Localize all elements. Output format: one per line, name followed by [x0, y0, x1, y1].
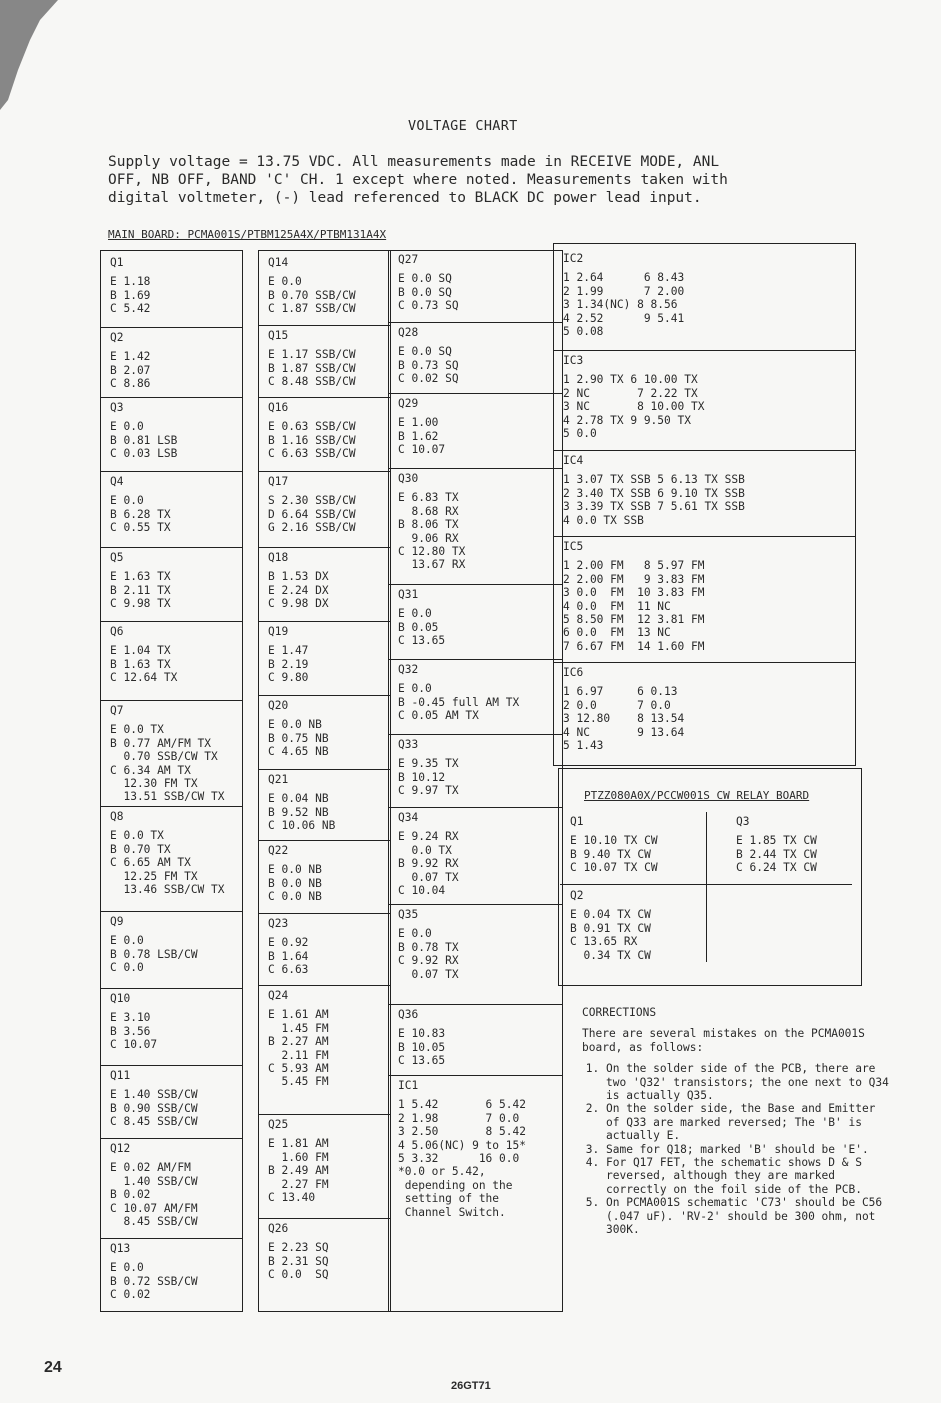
- voltage-cell-q1: [100, 253, 243, 327]
- voltage-reading: 13.51 SSB/CW TX: [110, 790, 225, 804]
- voltage-reading: 8.45 SSB/CW: [110, 1215, 198, 1229]
- voltage-reading: B 9.92 RX: [398, 857, 459, 871]
- voltage-cell-q6: [100, 621, 243, 700]
- voltage-reading: 12.25 FM TX: [110, 869, 198, 883]
- voltage-cell-ic4: [553, 450, 856, 536]
- voltage-reading: C 9.98 TX: [110, 597, 171, 611]
- voltage-reading: 1.60 FM: [268, 1150, 329, 1164]
- page-number: 24: [44, 1359, 62, 1376]
- voltage-cell-q14: [258, 253, 391, 325]
- voltage-reading: C 6.63: [268, 963, 309, 977]
- voltage-reading: B 2.44 TX CW: [736, 847, 817, 861]
- voltage-reading: C 0.02: [110, 1288, 151, 1302]
- component-label: Q27: [398, 253, 419, 266]
- voltage-reading: E 0.04 TX CW: [570, 908, 651, 922]
- voltage-cell-ic1: [388, 1075, 563, 1312]
- voltage-reading: E 0.0 NB: [268, 718, 322, 732]
- component-label: Q9: [110, 915, 124, 928]
- voltage-reading: E 1.63 TX: [110, 570, 171, 584]
- voltage-reading: B -0.45 full AM TX: [398, 695, 520, 709]
- voltage-reading: C 0.05 AM TX: [398, 709, 479, 723]
- voltage-reading: 1 3.07 TX SSB 5 6.13 TX SSB: [563, 473, 745, 487]
- voltage-cell-q16: [258, 397, 391, 471]
- voltage-cell-q5: [100, 547, 243, 621]
- voltage-reading: 8.68 RX: [398, 504, 459, 518]
- voltage-cell-q17: [258, 471, 391, 547]
- voltage-cell-q19: [258, 621, 391, 695]
- voltage-reading: B 0.05: [398, 620, 439, 634]
- voltage-reading: setting of the: [398, 1192, 500, 1206]
- voltage-cell-q4: [100, 471, 243, 547]
- component-label: Q5: [110, 551, 124, 564]
- page-title: VOLTAGE CHART: [408, 118, 518, 134]
- component-label: Q1: [110, 256, 124, 269]
- voltage-reading: 9.06 RX: [398, 531, 459, 545]
- voltage-cell-q7: [100, 700, 243, 806]
- component-label: Q12: [110, 1142, 131, 1155]
- voltage-reading: B 0.78 TX: [398, 940, 459, 954]
- voltage-reading: B 0.0 SQ: [398, 285, 452, 299]
- voltage-reading: E 3.10: [110, 1011, 151, 1025]
- voltage-reading: 5 0.08: [563, 325, 604, 339]
- voltage-cell-ic6: [553, 662, 856, 766]
- voltage-reading: C 10.04: [398, 884, 446, 898]
- voltage-cell-q2: [100, 327, 243, 397]
- component-label: Q1: [570, 815, 584, 828]
- voltage-cell-q24: [258, 985, 391, 1114]
- voltage-reading: C 4.65 NB: [268, 745, 329, 759]
- voltage-reading: 3 0.0 FM 10 3.83 FM: [563, 586, 705, 600]
- component-label: Q13: [110, 1242, 131, 1255]
- voltage-reading: E 1.85 TX CW: [736, 834, 817, 848]
- voltage-reading: E 10.83: [398, 1027, 446, 1041]
- voltage-reading: 13.46 SSB/CW TX: [110, 883, 225, 897]
- component-label: Q2: [110, 331, 124, 344]
- voltage-reading: 2 NC 7 2.22 TX: [563, 386, 698, 400]
- voltage-reading: 13.67 RX: [398, 558, 466, 572]
- component-label: Q29: [398, 397, 419, 410]
- voltage-reading: C 6.63 SSB/CW: [268, 447, 356, 461]
- component-label: Q28: [398, 326, 419, 339]
- component-label: Q22: [268, 844, 289, 857]
- component-label: IC2: [563, 252, 584, 265]
- voltage-cell-ic2: [553, 249, 856, 350]
- voltage-reading: B 2.27 AM: [268, 1035, 329, 1049]
- voltage-cell-q22: [258, 840, 391, 913]
- voltage-cell-q3: [726, 812, 856, 875]
- voltage-reading: E 0.0: [398, 682, 432, 696]
- voltage-cell-q29: [388, 393, 563, 468]
- voltage-reading: B 0.81 LSB: [110, 433, 178, 447]
- voltage-reading: C 13.65: [398, 1054, 446, 1068]
- voltage-reading: E 1.47: [268, 644, 309, 658]
- voltage-reading: C 0.0 SQ: [268, 1268, 329, 1282]
- corrections-section: [582, 1006, 892, 1237]
- voltage-reading: E 9.24 RX: [398, 830, 459, 844]
- voltage-reading: E 0.0 NB: [268, 863, 322, 877]
- voltage-reading: C 0.03 LSB: [110, 447, 178, 461]
- voltage-reading: C 0.0 NB: [268, 890, 322, 904]
- voltage-cell-q33: [388, 734, 563, 807]
- voltage-reading: C 0.55 TX: [110, 521, 171, 535]
- voltage-reading: 3 NC 8 10.00 TX: [563, 400, 705, 414]
- voltage-reading: E 0.0 SQ: [398, 345, 452, 359]
- corrections-list: [582, 1062, 892, 1236]
- voltage-reading: E 0.92: [268, 936, 309, 950]
- voltage-reading: B 9.40 TX CW: [570, 847, 651, 861]
- voltage-reading: B 8.06 TX: [398, 518, 459, 532]
- voltage-reading: 2 3.40 TX SSB 6 9.10 TX SSB: [563, 486, 745, 500]
- voltage-reading: 0.0 TX: [398, 843, 452, 857]
- voltage-reading: E 0.0 TX: [110, 829, 164, 843]
- voltage-reading: B 0.73 SQ: [398, 358, 459, 372]
- voltage-reading: 4 2.52 9 5.41: [563, 311, 685, 325]
- voltage-reading: 1.45 FM: [268, 1021, 329, 1035]
- voltage-reading: B 1.87 SSB/CW: [268, 361, 356, 375]
- voltage-reading: C 12.80 TX: [398, 545, 466, 559]
- voltage-reading: C 9.92 RX: [398, 954, 459, 968]
- voltage-reading: 3 1.34(NC) 8 8.56: [563, 298, 678, 312]
- voltage-reading: E 2.24 DX: [268, 583, 329, 597]
- voltage-reading: B 0.0 NB: [268, 876, 322, 890]
- component-label: Q10: [110, 992, 131, 1005]
- relay-board-label: PTZZ080A0X/PCCW001S CW RELAY BOARD: [584, 789, 810, 802]
- voltage-reading: C 13.40: [268, 1191, 316, 1205]
- voltage-reading: C 13.65: [398, 634, 446, 648]
- component-label: Q34: [398, 811, 419, 824]
- correction-item: 1. On the solder side of the PCB, there are two 'Q32' transistors; the one next to Q34 is actually Q35.: [606, 1062, 892, 1102]
- correction-item: 3. Same for Q18; marked 'B' should be 'E'.: [606, 1143, 892, 1156]
- voltage-reading: 2 2.00 FM 9 3.83 FM: [563, 572, 705, 586]
- voltage-cell-q21: [258, 769, 391, 840]
- component-label: IC5: [563, 540, 584, 553]
- voltage-reading: depending on the: [398, 1178, 513, 1192]
- voltage-reading: C 5.42: [110, 302, 151, 316]
- voltage-reading: C 6.65 AM TX: [110, 856, 191, 870]
- voltage-cell-q2: [560, 886, 710, 962]
- correction-item: 4. For Q17 FET, the schematic shows D & S reversed, although they are marked correctly on the foil side of the PCB.: [606, 1156, 892, 1196]
- voltage-reading: E 2.23 SQ: [268, 1241, 329, 1255]
- voltage-reading: B 0.91 TX CW: [570, 921, 651, 935]
- voltage-reading: E 0.0: [110, 420, 144, 434]
- voltage-reading: Channel Switch.: [398, 1205, 506, 1219]
- voltage-reading: E 9.35 TX: [398, 757, 459, 771]
- voltage-reading: E 0.02 AM/FM: [110, 1161, 191, 1175]
- voltage-reading: C 10.07 TX CW: [570, 861, 658, 875]
- intro-line: OFF, NB OFF, BAND 'C' CH. 1 except where noted. Measurements taken with: [108, 172, 728, 188]
- voltage-reading: 0.34 TX CW: [570, 948, 651, 962]
- voltage-reading: 3 2.50 8 5.42: [398, 1125, 526, 1139]
- voltage-reading: B 2.31 SQ: [268, 1254, 329, 1268]
- component-label: Q4: [110, 475, 124, 488]
- voltage-reading: 3 12.80 8 13.54: [563, 712, 685, 726]
- voltage-reading: B 2.49 AM: [268, 1164, 329, 1178]
- voltage-reading: 0.07 TX: [398, 967, 459, 981]
- footer-code: 26GT71: [451, 1380, 491, 1392]
- voltage-reading: 0.07 TX: [398, 870, 459, 884]
- voltage-reading: C 8.45 SSB/CW: [110, 1115, 198, 1129]
- voltage-reading: 6 0.0 FM 13 NC: [563, 626, 671, 640]
- voltage-reading: 1 2.64 6 8.43: [563, 271, 685, 285]
- voltage-reading: C 0.0: [110, 961, 144, 975]
- voltage-reading: 5.45 FM: [268, 1075, 329, 1089]
- voltage-reading: E 0.0: [398, 927, 432, 941]
- voltage-reading: B 0.02: [110, 1188, 151, 1202]
- voltage-reading: E 1.00: [398, 416, 439, 430]
- intro-text: [108, 153, 868, 207]
- voltage-reading: C 6.34 AM TX: [110, 763, 191, 777]
- voltage-reading: C 10.07 AM/FM: [110, 1201, 198, 1215]
- component-label: Q31: [398, 588, 419, 601]
- voltage-reading: 7 6.67 FM 14 1.60 FM: [563, 639, 705, 653]
- voltage-reading: B 2.07: [110, 363, 151, 377]
- component-label: IC6: [563, 666, 584, 679]
- voltage-reading: 4 2.78 TX 9 9.50 TX: [563, 413, 691, 427]
- component-label: Q36: [398, 1008, 419, 1021]
- component-label: Q8: [110, 810, 124, 823]
- component-label: Q20: [268, 699, 289, 712]
- voltage-reading: E 1.18: [110, 275, 151, 289]
- corrections-heading: CORRECTIONS: [582, 1006, 657, 1019]
- relay-divider-horizontal: [560, 884, 852, 885]
- voltage-reading: 1 5.42 6 5.42: [398, 1098, 526, 1112]
- relay-divider-vertical: [706, 812, 707, 962]
- voltage-reading: C 0.73 SQ: [398, 299, 459, 313]
- page-smudge: [0, 0, 60, 110]
- voltage-cell-q23: [258, 913, 391, 985]
- component-label: Q35: [398, 908, 419, 921]
- voltage-reading: 2 1.98 7 0.0: [398, 1111, 520, 1125]
- voltage-reading: B 10.12: [398, 770, 446, 784]
- voltage-reading: B 1.16 SSB/CW: [268, 433, 356, 447]
- voltage-cell-ic3: [553, 350, 856, 450]
- component-label: Q11: [110, 1069, 131, 1082]
- voltage-cell-q10: [100, 988, 243, 1065]
- voltage-reading: C 0.02 SQ: [398, 372, 459, 386]
- voltage-reading: E 0.0: [398, 607, 432, 621]
- voltage-reading: B 0.70 TX: [110, 842, 171, 856]
- voltage-reading: B 0.78 LSB/CW: [110, 947, 198, 961]
- voltage-reading: 1 2.00 FM 8 5.97 FM: [563, 559, 705, 573]
- voltage-cell-q13: [100, 1238, 243, 1312]
- correction-item: 2. On the solder side, the Base and Emitter of Q33 are marked reversed; The 'B' is actually E.: [606, 1102, 892, 1142]
- voltage-reading: B 1.62: [398, 429, 439, 443]
- voltage-reading: B 1.53 DX: [268, 570, 329, 584]
- component-label: Q21: [268, 773, 289, 786]
- intro-line: digital voltmeter, (-) lead referenced to BLACK DC power lead input.: [108, 190, 702, 206]
- component-label: Q3: [110, 401, 124, 414]
- voltage-reading: E 1.81 AM: [268, 1137, 329, 1151]
- voltage-reading: 4 0.0 TX SSB: [563, 513, 644, 527]
- voltage-reading: 0.70 SSB/CW TX: [110, 750, 218, 764]
- component-label: Q15: [268, 329, 289, 342]
- voltage-reading: 3 3.39 TX SSB 7 5.61 TX SSB: [563, 500, 745, 514]
- voltage-reading: B 3.56: [110, 1024, 151, 1038]
- component-label: IC1: [398, 1079, 419, 1092]
- voltage-cell-q31: [388, 584, 563, 659]
- voltage-reading: B 1.64: [268, 949, 309, 963]
- voltage-reading: 5 3.32 16 0.0: [398, 1152, 520, 1166]
- voltage-reading: 2.11 FM: [268, 1048, 329, 1062]
- voltage-reading: E 0.0: [110, 934, 144, 948]
- voltage-cell-q1: [560, 812, 710, 875]
- voltage-cell-q34: [388, 807, 563, 904]
- voltage-cell-q3: [100, 397, 243, 471]
- voltage-cell-q15: [258, 325, 391, 397]
- voltage-cell-q9: [100, 911, 243, 988]
- voltage-reading: B 6.28 TX: [110, 507, 171, 521]
- component-label: Q3: [736, 815, 750, 828]
- voltage-reading: C 13.65 RX: [570, 935, 638, 949]
- voltage-reading: *0.0 or 5.42,: [398, 1165, 486, 1179]
- voltage-reading: B 2.19: [268, 657, 309, 671]
- voltage-reading: E 1.40 SSB/CW: [110, 1088, 198, 1102]
- component-label: Q23: [268, 917, 289, 930]
- voltage-reading: G 2.16 SSB/CW: [268, 521, 356, 535]
- voltage-reading: C 1.87 SSB/CW: [268, 302, 356, 316]
- voltage-cell-q35: [388, 904, 563, 1004]
- voltage-reading: E 1.04 TX: [110, 644, 171, 658]
- voltage-reading: 4 5.06(NC) 9 to 15*: [398, 1138, 526, 1152]
- voltage-reading: 5 8.50 FM 12 3.81 FM: [563, 613, 705, 627]
- voltage-reading: E 1.17 SSB/CW: [268, 348, 356, 362]
- component-label: Q25: [268, 1118, 289, 1131]
- voltage-reading: 1.40 SSB/CW: [110, 1174, 198, 1188]
- voltage-cell-q30: [388, 468, 563, 584]
- voltage-reading: B 2.11 TX: [110, 583, 171, 597]
- voltage-reading: B 10.05: [398, 1040, 446, 1054]
- voltage-cell-q11: [100, 1065, 243, 1138]
- voltage-cell-q25: [258, 1114, 391, 1218]
- voltage-reading: B 0.75 NB: [268, 731, 329, 745]
- component-label: Q17: [268, 475, 289, 488]
- voltage-cell-q28: [388, 322, 563, 393]
- voltage-reading: E 0.63 SSB/CW: [268, 420, 356, 434]
- voltage-reading: 1 2.90 TX 6 10.00 TX: [563, 373, 698, 387]
- voltage-reading: B 1.63 TX: [110, 657, 171, 671]
- voltage-reading: E 0.0: [268, 275, 302, 289]
- correction-item: 5. On PCMA001S schematic 'C73' should be C56 (.047 uF). 'RV-2' should be 300 ohm, not 300K.: [606, 1196, 892, 1236]
- component-label: Q24: [268, 989, 289, 1002]
- voltage-reading: B 1.69: [110, 288, 151, 302]
- voltage-reading: C 9.80: [268, 671, 309, 685]
- voltage-reading: E 10.10 TX CW: [570, 834, 658, 848]
- voltage-reading: C 6.24 TX CW: [736, 861, 817, 875]
- component-label: Q30: [398, 472, 419, 485]
- component-label: IC4: [563, 454, 584, 467]
- voltage-reading: E 0.0 SQ: [398, 272, 452, 286]
- component-label: Q33: [398, 738, 419, 751]
- voltage-reading: C 8.48 SSB/CW: [268, 375, 356, 389]
- voltage-reading: B 0.70 SSB/CW: [268, 288, 356, 302]
- voltage-cell-q20: [258, 695, 391, 769]
- voltage-reading: C 10.06 NB: [268, 819, 336, 833]
- component-label: Q32: [398, 663, 419, 676]
- voltage-reading: C 9.97 TX: [398, 784, 459, 798]
- voltage-reading: C 5.93 AM: [268, 1062, 329, 1076]
- voltage-reading: D 6.64 SSB/CW: [268, 507, 356, 521]
- voltage-reading: E 6.83 TX: [398, 491, 459, 505]
- voltage-reading: C 9.98 DX: [268, 597, 329, 611]
- voltage-cell-q12: [100, 1138, 243, 1238]
- voltage-cell-q36: [388, 1004, 563, 1075]
- voltage-reading: C 12.64 TX: [110, 671, 178, 685]
- component-label: Q18: [268, 551, 289, 564]
- voltage-reading: 2 1.99 7 2.00: [563, 284, 685, 298]
- voltage-reading: S 2.30 SSB/CW: [268, 494, 356, 508]
- component-label: Q19: [268, 625, 289, 638]
- voltage-reading: B 9.52 NB: [268, 805, 329, 819]
- voltage-reading: 4 0.0 FM 11 NC: [563, 599, 671, 613]
- voltage-reading: 4 NC 9 13.64: [563, 725, 685, 739]
- component-label: Q16: [268, 401, 289, 414]
- component-label: Q7: [110, 704, 124, 717]
- voltage-cell-q8: [100, 806, 243, 911]
- voltage-cell-q32: [388, 659, 563, 734]
- voltage-reading: B 0.90 SSB/CW: [110, 1101, 198, 1115]
- voltage-reading: 5 0.0: [563, 427, 597, 441]
- voltage-reading: C 10.07: [398, 443, 446, 457]
- voltage-cell-q26: [258, 1218, 391, 1312]
- voltage-cell-ic5: [553, 536, 856, 662]
- voltage-reading: 5 1.43: [563, 739, 604, 753]
- component-label: Q6: [110, 625, 124, 638]
- voltage-reading: C 8.86: [110, 377, 151, 391]
- voltage-reading: E 0.0 TX: [110, 723, 164, 737]
- voltage-cell-q27: [388, 250, 563, 322]
- voltage-reading: E 1.61 AM: [268, 1008, 329, 1022]
- voltage-reading: 2.27 FM: [268, 1177, 329, 1191]
- voltage-reading: B 0.77 AM/FM TX: [110, 736, 212, 750]
- voltage-reading: E 1.42: [110, 350, 151, 364]
- corrections-intro: There are several mistakes on the PCMA001S board, as follows:: [582, 1027, 865, 1054]
- voltage-reading: B 0.72 SSB/CW: [110, 1274, 198, 1288]
- voltage-reading: 1 6.97 6 0.13: [563, 685, 678, 699]
- main-board-label: MAIN BOARD: PCMA001S/PTBM125A4X/PTBM131A4X: [108, 228, 387, 241]
- intro-line: Supply voltage = 13.75 VDC. All measurements made in RECEIVE MODE, ANL: [108, 154, 720, 170]
- component-label: IC3: [563, 354, 584, 367]
- component-label: Q14: [268, 256, 289, 269]
- voltage-reading: E 0.04 NB: [268, 792, 329, 806]
- voltage-reading: C 10.07: [110, 1038, 158, 1052]
- component-label: Q2: [570, 889, 584, 902]
- voltage-reading: E 0.0: [110, 494, 144, 508]
- voltage-reading: 2 0.0 7 0.0: [563, 698, 671, 712]
- voltage-cell-q18: [258, 547, 391, 621]
- voltage-reading: E 0.0: [110, 1261, 144, 1275]
- component-label: Q26: [268, 1222, 289, 1235]
- voltage-reading: 12.30 FM TX: [110, 777, 198, 791]
